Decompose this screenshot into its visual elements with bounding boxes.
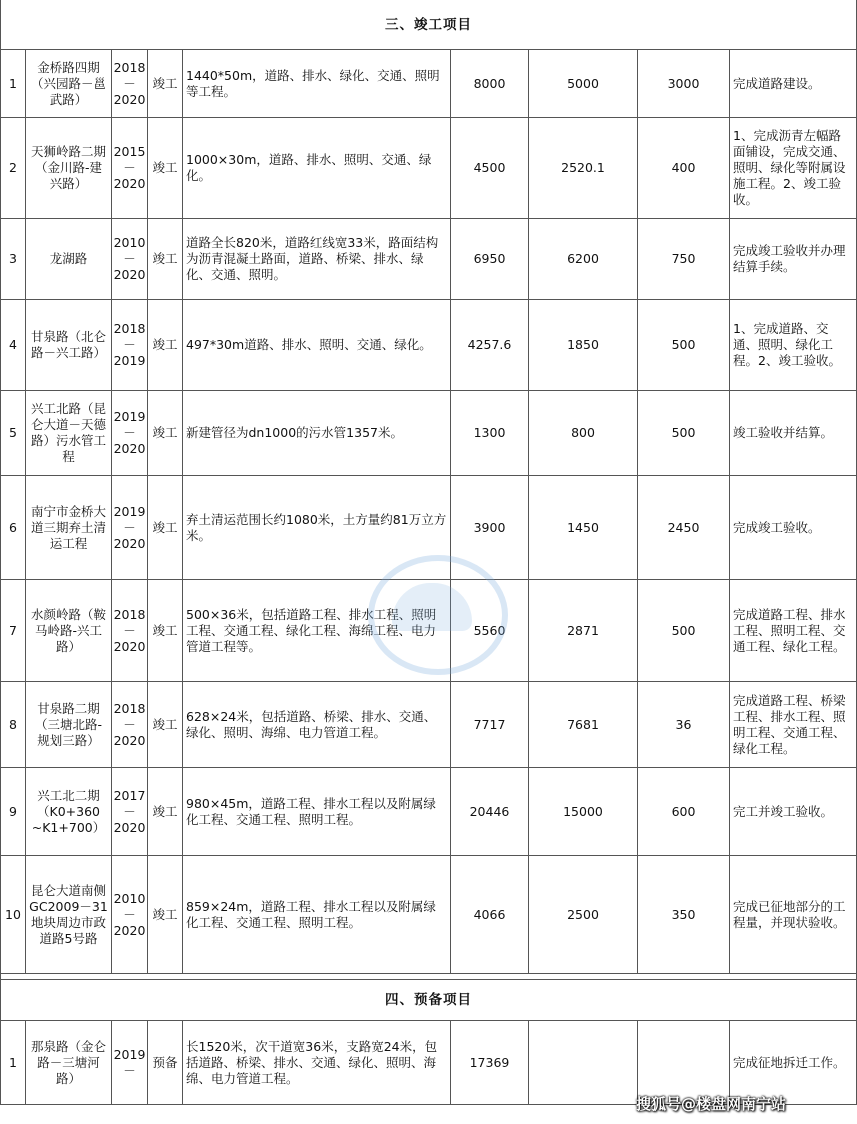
year-line: 2020	[113, 922, 146, 938]
completed-investment: 6200	[529, 219, 638, 300]
watermark-logo	[368, 555, 508, 675]
year-line: 2020	[113, 732, 146, 748]
total-investment: 1300	[451, 391, 529, 476]
project-goal: 完成已征地部分的工程量，并现状验收。	[730, 856, 857, 974]
row-number: 2	[1, 118, 26, 219]
planned-investment: 36	[638, 682, 730, 768]
project-content: 弃土清运范围长约1080米，土方量约81万立方米。	[183, 476, 451, 580]
year-line: 2018	[113, 700, 146, 716]
planned-investment: 400	[638, 118, 730, 219]
section-4-header-title: 四、预备项目	[1, 980, 857, 1021]
total-investment: 4257.6	[451, 300, 529, 391]
project-name: 那泉路（金仑路－三塘河路）	[26, 1021, 112, 1105]
completed-investment: 1450	[529, 476, 638, 580]
total-investment: 4500	[451, 118, 529, 219]
project-status: 竣工	[148, 580, 183, 682]
planned-investment: 500	[638, 300, 730, 391]
project-goal: 竣工验收并结算。	[730, 391, 857, 476]
year-line: 2010	[113, 235, 146, 250]
project-content: 1440*50m，道路、排水、绿化、交通、照明等工程。	[183, 50, 451, 118]
planned-investment: 500	[638, 391, 730, 476]
year-line: 2019	[113, 409, 146, 424]
year-line: 2018	[113, 321, 146, 336]
year-line: 2020	[113, 91, 146, 107]
table-row	[1, 856, 857, 974]
project-status: 竣工	[148, 50, 183, 118]
year-line: －	[123, 337, 136, 352]
total-investment: 17369	[451, 1021, 529, 1105]
total-investment: 20446	[451, 768, 529, 856]
year-line: 2020	[113, 535, 146, 551]
row-number: 1	[1, 1021, 26, 1105]
row-number: 10	[1, 856, 26, 974]
year-line: 2019	[113, 353, 146, 368]
table-row	[1, 682, 857, 768]
project-status: 竣工	[148, 856, 183, 974]
project-years	[112, 476, 148, 580]
year-line: 2020	[113, 176, 146, 191]
total-investment: 4066	[451, 856, 529, 974]
table-row	[1, 1021, 857, 1105]
row-number: 7	[1, 580, 26, 682]
project-content: 859×24m，道路工程、排水工程以及附属绿化工程、交通工程、照明工程。	[183, 856, 451, 974]
project-status: 竣工	[148, 391, 183, 476]
year-line: －	[123, 1062, 136, 1078]
project-content: 497*30m道路、排水、照明、交通、绿化。	[183, 300, 451, 391]
project-goal: 1、完成道路、交通、照明、绿化工程。2、竣工验收。	[730, 300, 857, 391]
year-line: －	[123, 251, 136, 266]
year-line: －	[123, 716, 136, 732]
project-years	[112, 580, 148, 682]
year-line: －	[123, 519, 136, 535]
project-name: 天狮岭路二期（金川路-建兴路）	[26, 118, 112, 219]
completed-investment: 2871	[529, 580, 638, 682]
section-3-header-title: 三、竣工项目	[1, 0, 857, 50]
project-content: 长1520米，次干道宽36米，支路宽24米，包括道路、桥梁、排水、交通、绿化、照明、海绵、电力管道工程。	[183, 1021, 451, 1105]
project-content: 道路全长820米，道路红线宽33米，路面结构为沥青混凝土路面，道路、桥梁、排水、绿化、交通、照明。	[183, 219, 451, 300]
planned-investment: 3000	[638, 50, 730, 118]
row-number: 4	[1, 300, 26, 391]
planned-investment	[638, 1021, 730, 1105]
total-investment: 8000	[451, 50, 529, 118]
project-content: 新建管径为dn1000的污水管1357米。	[183, 391, 451, 476]
year-line: 2020	[113, 267, 146, 282]
year-line: 2017	[113, 787, 146, 803]
planned-investment: 2450	[638, 476, 730, 580]
year-line: －	[123, 803, 136, 819]
total-investment: 6950	[451, 219, 529, 300]
planned-investment: 500	[638, 580, 730, 682]
total-investment: 5560	[451, 580, 529, 682]
project-status: 竣工	[148, 682, 183, 768]
planned-investment: 600	[638, 768, 730, 856]
completed-investment: 2520.1	[529, 118, 638, 219]
row-number: 8	[1, 682, 26, 768]
project-years	[112, 118, 148, 219]
project-goal: 完成竣工验收。	[730, 476, 857, 580]
project-content: 500×36米，包括道路工程、排水工程、照明工程、交通工程、绿化工程、海绵工程、电力管道工程等。	[183, 580, 451, 682]
year-line: －	[123, 622, 136, 638]
year-line: 2019	[113, 1046, 146, 1062]
project-content: 628×24米，包括道路、桥梁、排水、交通、绿化、照明、海绵、电力管道工程。	[183, 682, 451, 768]
table-row	[1, 300, 857, 391]
year-line: 2018	[113, 59, 146, 75]
project-status: 竣工	[148, 219, 183, 300]
project-goal: 完成道路工程、桥梁工程、排水工程、照明工程、交通工程、绿化工程。	[730, 682, 857, 768]
project-goal: 完工并竣工验收。	[730, 768, 857, 856]
completed-investment: 1850	[529, 300, 638, 391]
table-row	[1, 118, 857, 219]
completed-investment: 5000	[529, 50, 638, 118]
row-number: 9	[1, 768, 26, 856]
completed-investment: 15000	[529, 768, 638, 856]
completed-investment	[529, 1021, 638, 1105]
section-4-header	[1, 980, 857, 1021]
table-row	[1, 219, 857, 300]
completed-investment: 2500	[529, 856, 638, 974]
project-years	[112, 391, 148, 476]
project-status: 竣工	[148, 300, 183, 391]
project-years	[112, 219, 148, 300]
project-name: 甘泉路二期（三塘北路-规划三路）	[26, 682, 112, 768]
year-line: －	[123, 906, 136, 922]
project-status: 预备	[148, 1021, 183, 1105]
project-name: 龙湖路	[26, 219, 112, 300]
project-status: 竣工	[148, 476, 183, 580]
row-number: 1	[1, 50, 26, 118]
year-line: 2020	[113, 819, 146, 835]
row-number: 5	[1, 391, 26, 476]
project-name: 昆仑大道南侧GC2009－31地块周边市政道路5号路	[26, 856, 112, 974]
year-line: －	[123, 160, 136, 175]
project-years	[112, 768, 148, 856]
project-years	[112, 1021, 148, 1105]
year-line: 2020	[113, 441, 146, 456]
section-3-header	[1, 0, 857, 50]
completed-investment: 7681	[529, 682, 638, 768]
completed-investment: 800	[529, 391, 638, 476]
table-row	[1, 768, 857, 856]
project-name: 甘泉路（北仑路－兴工路）	[26, 300, 112, 391]
planned-investment: 350	[638, 856, 730, 974]
project-content: 980×45m，道路工程、排水工程以及附属绿化工程、交通工程、照明工程。	[183, 768, 451, 856]
planned-investment: 750	[638, 219, 730, 300]
project-name: 兴工北二期（K0+360 ~K1+700）	[26, 768, 112, 856]
project-goal: 完成道路工程、排水工程、照明工程、交通工程、绿化工程。	[730, 580, 857, 682]
year-line: 2015	[113, 144, 146, 159]
project-name: 南宁市金桥大道三期弃土清运工程	[26, 476, 112, 580]
project-status: 竣工	[148, 768, 183, 856]
project-name: 水颜岭路（鞍马岭路-兴工路）	[26, 580, 112, 682]
total-investment: 3900	[451, 476, 529, 580]
table-row	[1, 50, 857, 118]
year-line: 2020	[113, 638, 146, 654]
project-status: 竣工	[148, 118, 183, 219]
project-name: 金桥路四期（兴园路－邕武路）	[26, 50, 112, 118]
project-goal: 完成道路建设。	[730, 50, 857, 118]
footer-credit: 搜狐号@楼盘网南宁站	[635, 1095, 786, 1113]
table-row	[1, 391, 857, 476]
project-years	[112, 50, 148, 118]
project-goal: 完成征地拆迁工作。	[730, 1021, 857, 1105]
total-investment: 7717	[451, 682, 529, 768]
year-line: 2018	[113, 606, 146, 622]
project-years	[112, 682, 148, 768]
project-years	[112, 856, 148, 974]
year-line: 2010	[113, 890, 146, 906]
year-line: －	[123, 425, 136, 440]
project-name: 兴工北路（昆仑大道－天德路）污水管工程	[26, 391, 112, 476]
project-goal: 完成竣工验收并办理结算手续。	[730, 219, 857, 300]
row-number: 3	[1, 219, 26, 300]
year-line: 2019	[113, 503, 146, 519]
year-line: －	[123, 75, 136, 91]
row-number: 6	[1, 476, 26, 580]
project-goal: 1、完成沥青左幅路面铺设，完成交通、照明、绿化等附属设施工程。2、竣工验收。	[730, 118, 857, 219]
project-years	[112, 300, 148, 391]
project-content: 1000×30m，道路、排水、照明、交通、绿化。	[183, 118, 451, 219]
